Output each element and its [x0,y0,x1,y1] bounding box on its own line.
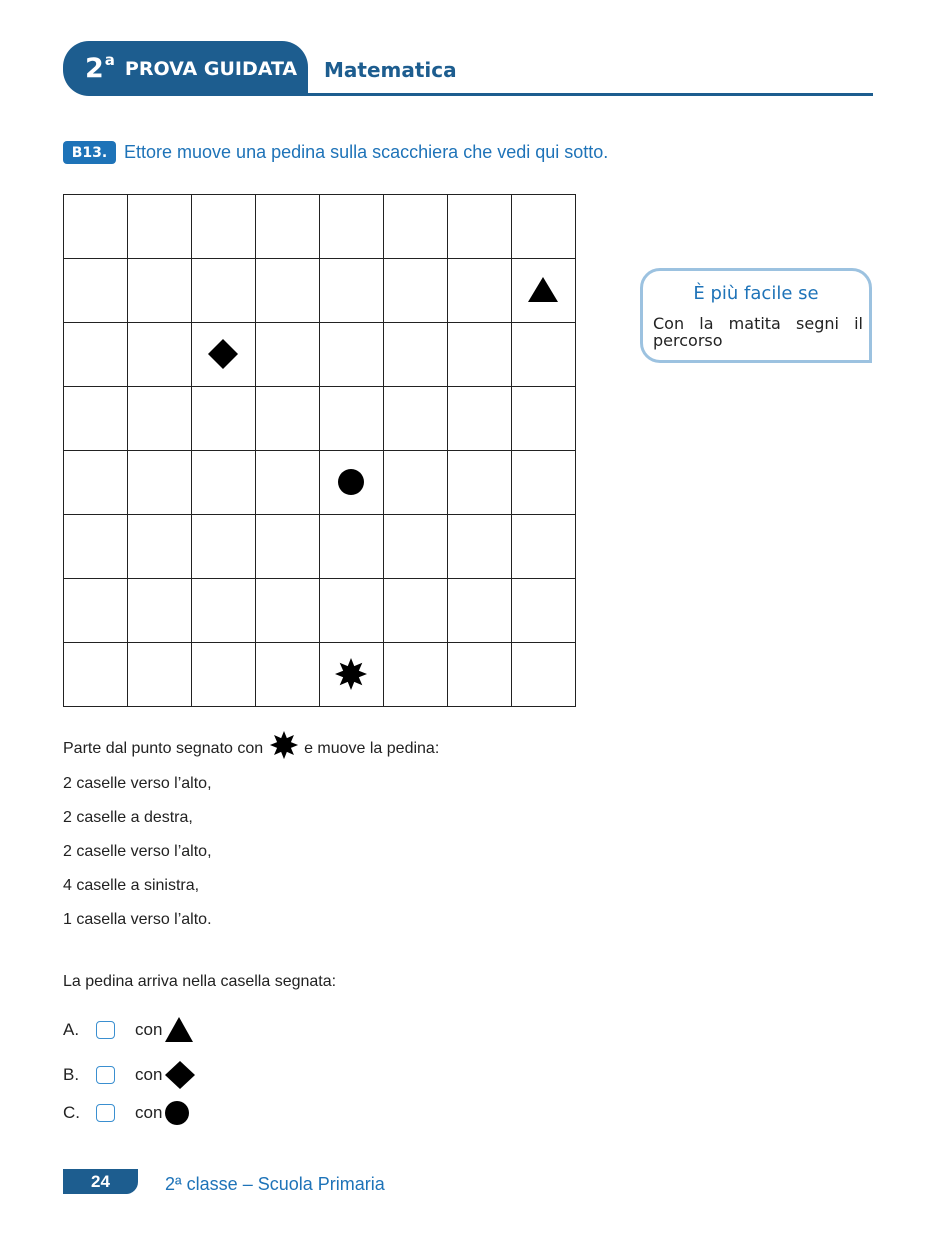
header-tab [63,41,308,96]
board-cell [512,387,576,451]
board-cell [128,323,192,387]
board-cell [448,323,512,387]
board-cell [384,259,448,323]
board-row [64,387,576,451]
board-row [64,195,576,259]
option-c[interactable] [63,1100,190,1126]
option-label: con [135,1065,163,1084]
board-cell [320,323,384,387]
board-cell [320,515,384,579]
diamond-icon [164,1060,196,1090]
triangle-icon [526,273,560,307]
step-2: 2 caselle a destra, [63,809,193,826]
header-divider [300,93,873,96]
option-label: con [135,1103,163,1122]
board-cell [128,259,192,323]
board-cell [64,451,128,515]
footer-text: 2ª classe – Scuola Primaria [165,1174,385,1194]
board-cell [256,259,320,323]
board-cell [256,643,320,707]
board-cell [192,515,256,579]
board-cell [256,195,320,259]
hint-title: È più facile se [693,283,819,304]
board-cell [320,387,384,451]
star-icon [334,657,368,691]
board-cell [448,643,512,707]
option-b[interactable] [63,1060,196,1090]
board-cell [128,643,192,707]
board-cell [128,195,192,259]
option-b-checkbox[interactable] [96,1066,115,1084]
answer-question: La pedina arriva nella casella segnata: [63,973,337,990]
board-cell [512,579,576,643]
board-cell [64,195,128,259]
board-cell [64,387,128,451]
board-cell [448,451,512,515]
circle-icon [334,465,368,499]
step-4: 4 caselle a sinistra, [63,877,200,894]
board-cell [256,579,320,643]
board-cell [512,643,576,707]
board-cell [448,195,512,259]
board-cell [256,323,320,387]
option-label: con [135,1020,163,1039]
board-cell [192,195,256,259]
board-cell [320,259,384,323]
board-cell [64,323,128,387]
header-subject: Matematica [324,58,457,82]
board-cell [448,515,512,579]
triangle-icon [164,1016,194,1044]
question-text: Ettore muove una pedina sulla scacchiera che vedi qui sotto. [124,142,609,162]
option-letter: C. [63,1103,80,1122]
board-cell [384,515,448,579]
board-cell [192,643,256,707]
board-cell [192,579,256,643]
hint-box [640,268,872,363]
board-cell [384,643,448,707]
star-icon [269,730,299,760]
board-cell [256,451,320,515]
board-row [64,451,576,515]
board-cell [64,579,128,643]
hint-text: Con la matita segni il percorso [653,314,863,350]
step-3: 2 caselle verso l’alto, [63,843,212,860]
chessboard-grid [63,194,576,707]
board-row [64,643,576,707]
board-cell [448,387,512,451]
intro-after: e muove la pedina: [304,740,440,758]
board-cell [384,387,448,451]
board-cell [64,259,128,323]
board-cell [192,259,256,323]
board-cell [64,515,128,579]
board-cell [256,515,320,579]
board-cell [64,643,128,707]
step-5: 1 casella verso l’alto. [63,911,212,928]
option-c-checkbox[interactable] [96,1104,115,1122]
diamond-icon [206,337,240,371]
board-row [64,323,576,387]
intro-before: Parte dal punto segnato con [63,740,264,758]
board-cell [128,579,192,643]
board-cell [512,515,576,579]
board-cell [512,195,576,259]
question-badge: B13. [63,141,116,164]
header-number: 2 [85,53,104,84]
instructions-intro [63,738,439,760]
board-cell [256,387,320,451]
board-cell [448,259,512,323]
board-cell [320,195,384,259]
board-cell [384,323,448,387]
option-a-checkbox[interactable] [96,1021,115,1039]
board-cell [128,387,192,451]
board-row [64,579,576,643]
board-cell [384,195,448,259]
board-cell [128,451,192,515]
chessboard [63,194,576,707]
board-cell [512,323,576,387]
step-1: 2 caselle verso l’alto, [63,775,212,792]
header-title: PROVA GUIDATA [124,57,298,80]
option-letter: A. [63,1020,80,1039]
board-cell [448,579,512,643]
board-cell [192,451,256,515]
board-cell [320,579,384,643]
option-letter: B. [63,1065,80,1084]
page-number: 24 [63,1169,138,1194]
board-cell [384,451,448,515]
header-number-sup: a [104,50,115,69]
circle-icon [164,1100,190,1126]
board-cell [192,387,256,451]
board-cell [384,579,448,643]
option-a[interactable] [63,1016,194,1044]
board-row [64,259,576,323]
board-row [64,515,576,579]
board-cell [128,515,192,579]
board-cell [512,451,576,515]
